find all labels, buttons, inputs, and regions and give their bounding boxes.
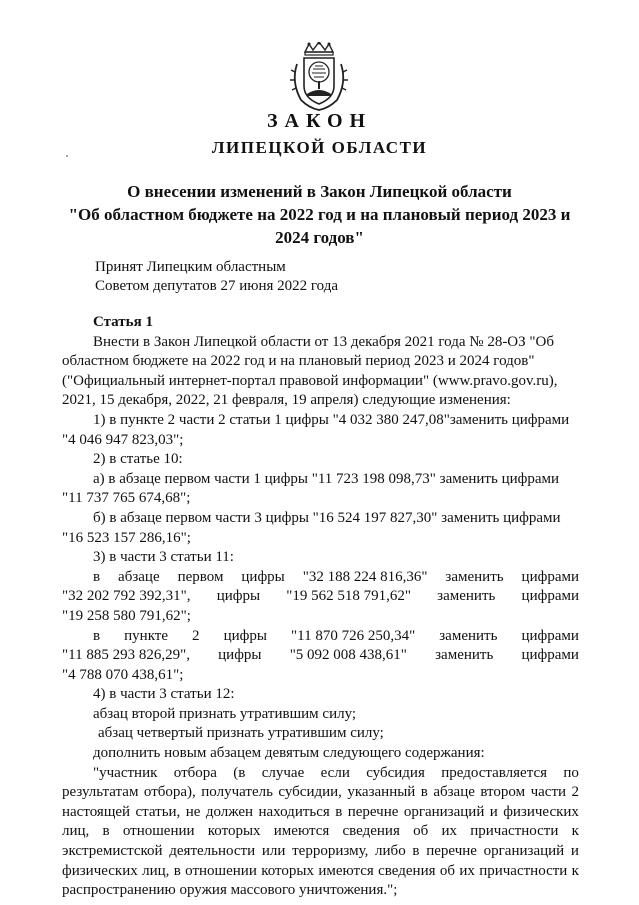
- article-line-word: распространению оружия массового уничтожения.";: [62, 882, 398, 899]
- article-line: [62, 470, 579, 490]
- article-line-word: "32 188 224 816,36": [302, 568, 428, 585]
- article-line-word: перечне: [426, 843, 477, 860]
- article-line-word: предоставляется: [441, 764, 548, 781]
- article-line: [62, 529, 579, 549]
- article-line-word: об: [439, 862, 455, 879]
- article-line-word: и: [489, 803, 498, 820]
- article-line: [62, 333, 579, 353]
- article-line-word: субсидии,: [278, 784, 342, 801]
- article-line: [62, 685, 579, 705]
- article-line-word: и: [570, 843, 579, 860]
- article-line-word: лиц,: [142, 862, 170, 879]
- article-line-word: настоящей: [62, 803, 131, 820]
- law-title: ЗАКОН: [266, 110, 373, 132]
- article-line-word: экстремистской: [62, 843, 163, 860]
- article-line-word: 4) в части 3 статьи 12:: [93, 686, 235, 703]
- article-line-word: или: [261, 843, 286, 860]
- article-line: [62, 744, 579, 764]
- article-line-word: статьи,: [135, 803, 181, 820]
- article-line-word: цифрами: [521, 627, 579, 644]
- article-line-word: ("Официальный интернет-портал правовой информации" (www.pravo.gov.ru),: [62, 372, 558, 389]
- article-line-word: "4 046 947 823,03";: [62, 431, 184, 448]
- article-line-word: получатель: [201, 784, 273, 801]
- article-line-word: к: [571, 823, 579, 840]
- article-line-word: физических: [503, 803, 579, 820]
- article-line-word: "19 258 580 791,62";: [62, 607, 191, 624]
- article-line-word: в: [335, 803, 343, 820]
- article-line: [62, 391, 579, 411]
- article-line-word: которых: [207, 823, 261, 840]
- article-line: [62, 646, 579, 666]
- article-line-word: случае: [261, 764, 305, 781]
- article-line-word: имеются: [318, 862, 374, 879]
- article-line-word: субсидия: [366, 764, 425, 781]
- article-line-word: абзац четвертый признать утратившим силу;: [98, 725, 384, 742]
- article-line-word: причастности: [470, 823, 559, 840]
- article-line: [62, 372, 579, 392]
- document-heading: [40, 180, 599, 249]
- article-line: [62, 783, 579, 803]
- article-line-word: их: [459, 862, 475, 879]
- article-line: [62, 431, 579, 451]
- article-line-word: в: [420, 784, 428, 801]
- article-lines: [62, 333, 579, 901]
- region-title: ЛИПЕЦКОЙ ОБЛАСТИ: [211, 138, 428, 157]
- heading-line-1: О внесении изменений в Закон Липецкой области: [127, 182, 512, 201]
- article-line-word: цифры: [216, 588, 261, 605]
- article-line: [62, 450, 579, 470]
- article-line-word: в: [93, 627, 101, 644]
- article-line-word: в: [102, 823, 110, 840]
- article-line-word: к: [571, 862, 579, 879]
- article-line: [62, 352, 579, 372]
- article-line-word: "участник: [93, 764, 158, 781]
- article-line-word: терроризму,: [292, 843, 369, 860]
- article-line: [62, 568, 579, 588]
- article-line-word: либо: [375, 843, 406, 860]
- article-line-word: имеются: [273, 823, 330, 840]
- article-line-word: отношении: [122, 823, 195, 840]
- article-line-word: цифры: [218, 647, 262, 664]
- article-line: [62, 489, 579, 509]
- coat-of-arms-emblem: [287, 42, 351, 112]
- article-line-word: пункте: [124, 627, 168, 644]
- article-line-word: отношении: [185, 862, 257, 879]
- article-line: [62, 666, 579, 686]
- article-line-word: дополнить новым абзацем девятым следующего содержания:: [93, 745, 485, 762]
- article-line-word: физических: [62, 862, 138, 879]
- article-line-word: результатам: [62, 784, 139, 801]
- article-line-word: в: [412, 843, 420, 860]
- article-line-word: сведения: [342, 823, 400, 840]
- article-line-word: 3) в части 3 статьи 11:: [93, 549, 234, 566]
- article-line-word: заменить: [439, 627, 498, 644]
- article-line: [62, 411, 579, 431]
- article-line-word: втором: [480, 784, 526, 801]
- article-line-word: а) в абзаце первом части 1 цифры "11 723 198 098,73" заменить цифрами: [93, 470, 560, 487]
- article-line-word: 1) в пункте 2 части 2 статьи 1 цифры "4 032 380 247,08"заменить цифрами: [93, 411, 570, 428]
- article-line-word: цифры: [223, 627, 267, 644]
- article-line-word: указанный: [347, 784, 416, 801]
- article-line-word: организаций: [483, 843, 565, 860]
- article-line-word: 2: [571, 784, 579, 801]
- scan-speck: [66, 155, 68, 157]
- heading-line-3: 2024 годов": [275, 228, 364, 247]
- article-line-word: цифрами: [521, 647, 579, 664]
- article-line: [62, 587, 579, 607]
- article-line-word: причастности: [479, 862, 568, 879]
- article-line-word: "11 870 726 250,34": [291, 627, 416, 644]
- article-line-word: абзац второй признать утратившим силу;: [93, 705, 357, 722]
- article-line-word: первом: [177, 568, 224, 585]
- article-line: [62, 548, 579, 568]
- adoption-note: [95, 258, 338, 296]
- article-line-word: деятельности: [169, 843, 256, 860]
- article-body: [62, 313, 579, 901]
- article-line-word: цифры: [241, 568, 285, 585]
- article-line-word: в: [173, 862, 181, 879]
- article-line-word: лиц,: [62, 823, 90, 840]
- article-line: [62, 607, 579, 627]
- article-line-word: (в: [233, 764, 246, 781]
- article-line-word: областном бюджете на 2022 год и на плановый период 2023 и 2024 годов": [62, 353, 535, 370]
- article-line-word: заменить: [437, 588, 496, 605]
- article-line: [62, 862, 579, 882]
- article-title: Статья 1: [93, 314, 153, 330]
- article-line-word: должен: [205, 803, 254, 820]
- article-line-word: отбора: [173, 764, 217, 781]
- article-line-word: "11 885 293 826,29",: [62, 647, 190, 664]
- article-line-word: перечне: [347, 803, 399, 820]
- article-line-word: абзаце: [118, 568, 160, 585]
- article-line-word: абзаце: [433, 784, 475, 801]
- article-line: [62, 822, 579, 842]
- article-line-word: об: [413, 823, 429, 840]
- article-line-word: организаций: [403, 803, 485, 820]
- article-line: [62, 881, 579, 901]
- article-line: [62, 764, 579, 784]
- article-line-word: сведения: [378, 862, 436, 879]
- article-line-word: которых: [261, 862, 314, 879]
- article-line: [62, 705, 579, 725]
- article-line-word: их: [441, 823, 457, 840]
- article-line-word: 2021, 15 декабря, 2022, 21 февраля, 19 апреля) следующие изменения:: [62, 392, 511, 409]
- article-line-word: "16 523 157 286,16";: [62, 529, 191, 546]
- article-line-word: 2) в статье 10:: [93, 451, 183, 468]
- article-line-word: заменить: [445, 568, 504, 585]
- article-line-word: 2: [192, 627, 200, 644]
- article-line: [62, 509, 579, 529]
- article-line-word: в: [93, 568, 101, 585]
- article-line: [62, 803, 579, 823]
- article-line-word: цифрами: [521, 568, 579, 585]
- adoption-line-1: Принят Липецким областным: [95, 259, 286, 275]
- article-line-word: заменить: [435, 647, 494, 664]
- article-line-word: не: [185, 803, 201, 820]
- article-line-word: если: [320, 764, 350, 781]
- article-line-word: части: [530, 784, 567, 801]
- article-line-word: Внести в Закон Липецкой области от 13 декабря 2021 года № 28-ОЗ "Об: [93, 333, 554, 350]
- article-line: [62, 627, 579, 647]
- article-line-word: "32 202 792 392,31",: [62, 588, 191, 605]
- article-line-word: отбора),: [143, 784, 196, 801]
- article-line-word: находиться: [258, 803, 330, 820]
- article-line: [62, 724, 579, 744]
- article-line-word: "11 737 765 674,68";: [62, 490, 191, 507]
- article-line-word: "19 562 518 791,62": [286, 588, 411, 605]
- article-line-word: "5 092 008 438,61": [289, 647, 407, 664]
- article-line-word: б) в абзаце первом части 3 цифры "16 524 197 827,30" заменить цифрами: [93, 509, 561, 526]
- adoption-line-2: Советом депутатов 27 июня 2022 года: [95, 278, 339, 294]
- article-line: [62, 842, 579, 862]
- article-line-word: по: [563, 764, 579, 781]
- article-line-word: цифрами: [521, 588, 579, 605]
- article-line-word: "4 788 070 438,61";: [62, 666, 184, 683]
- heading-line-2: "Об областном бюджете на 2022 год и на плановый период 2023 и: [68, 205, 571, 224]
